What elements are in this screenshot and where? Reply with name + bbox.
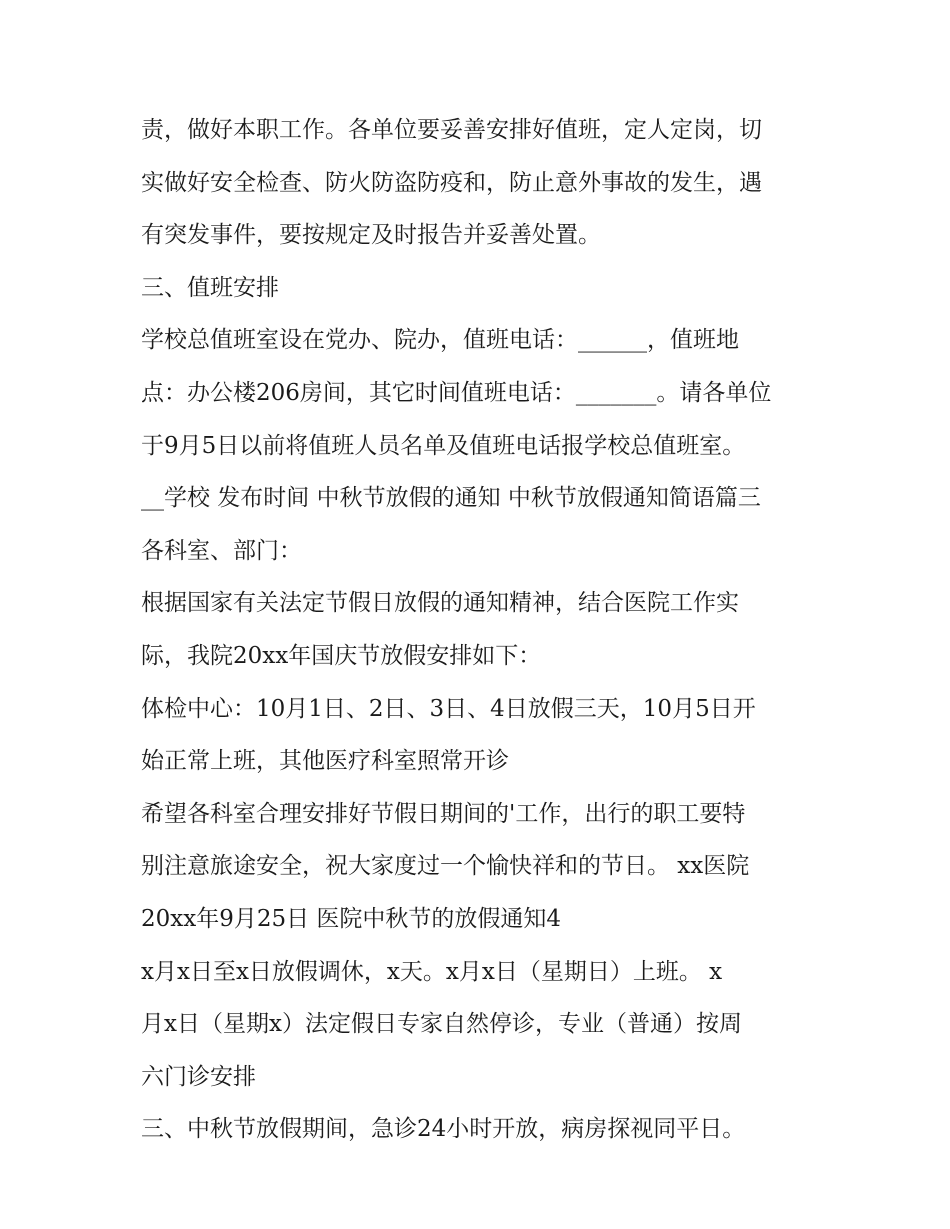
text-line: 各科室、部门： [141, 537, 302, 564]
text-line: 希望各科室合理安排好节假日期间的'工作，出行的职工要特 [141, 800, 746, 827]
text-line: 于9月5日以前将值班人员名单及值班电话报学校总值班室。 [141, 432, 746, 459]
text-line: 点：办公楼206房间，其它时间值班电话：_______。请各单位 [141, 379, 772, 406]
text-line: 三、中秋节放假期间，急诊24小时开放，病房探视同平日。 [141, 1116, 746, 1143]
section-heading: 三、值班安排 [141, 274, 279, 301]
text-line: 学校总值班室设在党办、院办，值班电话：______，值班地 [141, 327, 739, 354]
document-body [141, 104, 821, 1156]
text-line: 根据国家有关法定节假日放假的通知精神，结合医院工作实 [141, 590, 739, 617]
text-line: 际，我院20xx年国庆节放假安排如下： [141, 642, 542, 669]
text-line: 有突发事件，要按规定及时报告并妥善处置。 [141, 222, 601, 249]
text-line: 别注意旅途安全，祝大家度过一个愉快祥和的节日。 xx医院 [141, 853, 750, 880]
text-line: 始正常上班，其他医疗科室照常开诊 [141, 748, 509, 775]
text-line: 体检中心：10月1日、2日、3日、4日放假三天，10月5日开 [141, 695, 756, 722]
text-line: 责，做好本职工作。各单位要妥善安排好值班，定人定岗，切 [141, 117, 762, 143]
text-line: 六门诊安排 [141, 1063, 256, 1090]
text-line: 月x日（星期x）法定假日专家自然停诊，专业（普通）按周 [141, 1011, 742, 1038]
text-line: 实做好安全检查、防火防盗防疫和，防止意外事故的发生，遇 [141, 169, 762, 196]
text-line: x月x日至x日放假调休，x天。x月x日（星期日）上班。 x [141, 958, 723, 985]
text-line: __学校 发布时间 中秋节放假的通知 中秋节放假通知简语篇三 [141, 485, 761, 512]
text-line: 20xx年9月25日 医院中秋节的放假通知4 [141, 905, 562, 932]
